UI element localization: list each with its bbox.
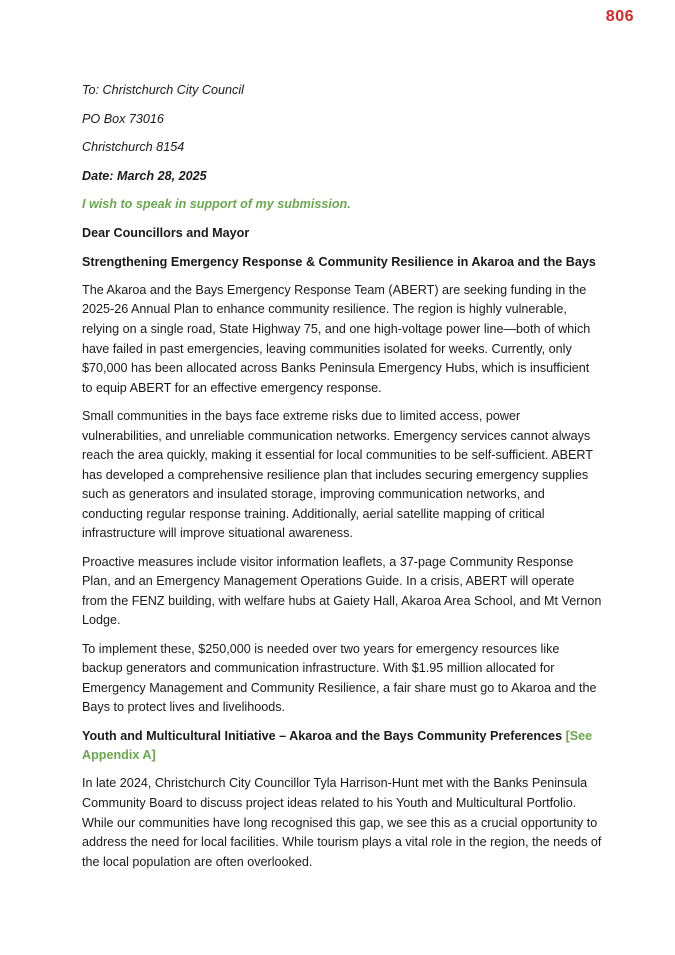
speak-request: I wish to speak in support of my submission. xyxy=(82,197,351,212)
appendix-reference: [See Appendix A] xyxy=(82,728,593,763)
section-heading-youth-text: Youth and Multicultural Initiative – Akaroa and the Bays Community Preferences xyxy=(82,728,563,743)
city-line: Christchurch 8154 xyxy=(82,140,185,155)
letter-body xyxy=(82,81,602,881)
po-box-line: PO Box 73016 xyxy=(82,111,164,126)
paragraph: Small communities in the bays face extreme risks due to limited access, power vulnerabilities, and unreliable communication networks. Emergency services cannot always reach the area quickly, making it essential for local communities to be self-sufficient. ABERT has developed a comprehensive resilience plan that includes securing emergency supplies such as generators and insulated storage, improving communication networks, and conducting regular response training. Additionally, aerial satellite mapping of critical infrastructure will improve situational awareness. xyxy=(82,408,593,541)
salutation: Dear Councillors and Mayor xyxy=(82,225,250,240)
paragraph: To implement these, $250,000 is needed over two years for emergency resources like backup generators and communication infrastructure. With $1.95 million allocated for Emergency Management and Community Resilience, a fair share must go to Akaroa and the Bays to protect lives and livelihoods. xyxy=(82,641,597,715)
date-line: Date: March 28, 2025 xyxy=(82,168,207,183)
paragraph: Proactive measures include visitor information leaflets, a 37-page Community Response Plan, and an Emergency Management Operations Guide. In a crisis, ABERT will operate from the FENZ building, with welfare hubs at Gaiety Hall, Akaroa Area School, and Mt Vernon Lodge. xyxy=(82,554,602,628)
paragraph: The Akaroa and the Bays Emergency Response Team (ABERT) are seeking funding in the 2025-26 Annual Plan to enhance community resilience. The region is highly vulnerable, relying on a single road, State Highway 75, and one high-voltage power line—both of which have failed in past emergencies, leaving communities isolated for weeks. Currently, only $70,000 has been allocated across Banks Peninsula Emergency Hubs, which is insufficient to equip ABERT for an effective emergency response. xyxy=(82,282,591,395)
section-heading-youth xyxy=(82,727,602,766)
paragraph: In late 2024, Christchurch City Councillor Tyla Harrison-Hunt met with the Banks Peninsula Community Board to discuss project ideas related to his Youth and Multicultural Portfolio. While our communities have long recognised this gap, we see this as a crucial opportunity to address the need for local facilities. While tourism plays a vital role in the region, the needs of the local population are often overlooked. xyxy=(82,776,602,869)
page-number: 806 xyxy=(605,8,634,25)
recipient-line: To: Christchurch City Council xyxy=(82,83,244,97)
section-heading-emergency: Strengthening Emergency Response & Community Resilience in Akaroa and the Bays xyxy=(82,254,596,269)
